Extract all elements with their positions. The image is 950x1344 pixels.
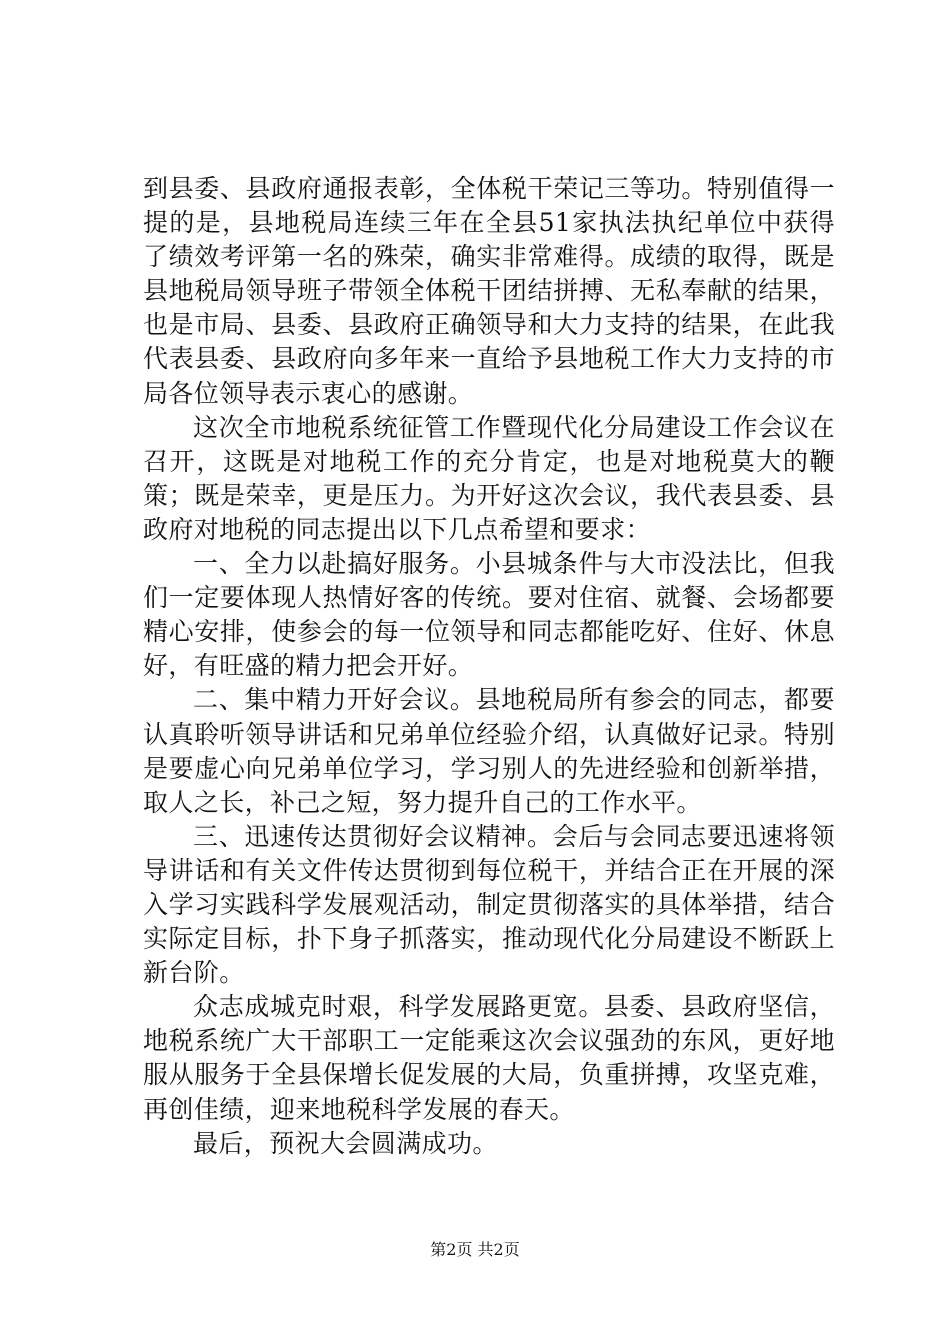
paragraph-point-two: 二、集中精力开好会议。县地税局所有参会的同志，都要认真聆听领导讲话和兄弟单位经验介绍，认真做好记录。特别是要虚心向兄弟单位学习，学习别人的先进经验和创新举措，取人之长，补己之短，努力提升自己的工作水平。 — [143, 685, 835, 817]
document-body — [143, 172, 835, 1161]
paragraph-point-one: 一、全力以赴搞好服务。小县城条件与大市没法比，但我们一定要体现人热情好客的传统。要对住宿、就餐、会场都要精心安排，使参会的每一位领导和同志都能吃好、住好、休息好，有旺盛的精力把会开好。 — [143, 549, 835, 681]
paragraph-closing: 最后，预祝大会圆满成功。 — [193, 1128, 498, 1158]
page-number-footer: 第2页 共2页 — [430, 1240, 520, 1259]
paragraph-point-three: 三、迅速传达贯彻好会议精神。会后与会同志要迅速将领导讲话和有关文件传达贯彻到每位税干，并结合正在开展的深入学习实践科学发展观活动，制定贯彻落实的具体举措，结合实际定目标，扑下身子抓落实，推动现代化分局建设不断跃上新台阶。 — [143, 821, 835, 988]
paragraph-continuation: 到县委、县政府通报表彰，全体税干荣记三等功。特别值得一提的是，县地税局连续三年在全县51家执法执纪单位中获得了绩效考评第一名的殊荣，确实非常难得。成绩的取得，既是县地税局领导班子带领全体税干团结拼搏、无私奉献的结果，也是市局、县委、县政府正确领导和大力支持的结果，在此我代表县委、县政府向多年来一直给予县地税工作大力支持的市局各位领导表示衷心的感谢。 — [143, 174, 835, 408]
paragraph-conclusion: 众志成城克时艰，科学发展路更宽。县委、县政府坚信，地税系统广大干部职工一定能乘这次会议强劲的东风，更好地服从服务于全县保增长促发展的大局，负重拼搏，攻坚克难，再创佳绩，迎来地税科学发展的春天。 — [143, 992, 835, 1124]
paragraph-meeting-intro: 这次全市地税系统征管工作暨现代化分局建设工作会议在召开，这既是对地税工作的充分肯定，也是对地税莫大的鞭策；既是荣幸，更是压力。为开好这次会议，我代表县委、县政府对地税的同志提出以下几点希望和要求： — [143, 412, 835, 544]
